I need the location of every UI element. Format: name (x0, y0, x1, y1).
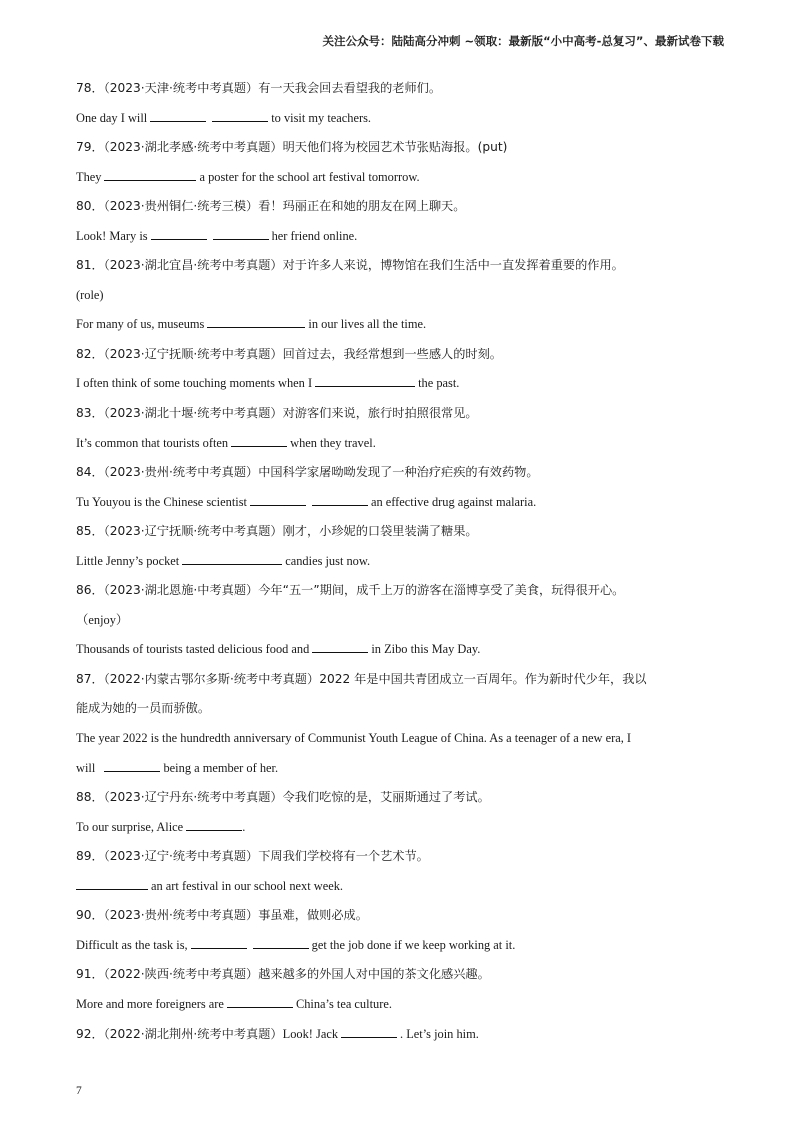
answer-blank[interactable] (213, 227, 269, 240)
answer-blank[interactable] (312, 640, 368, 653)
answer-blank[interactable] (250, 493, 306, 506)
question-87-sentence-line1: The year 2022 is the hundredth anniversary of Communist Youth League of China. As a teenager of a new era, I (76, 731, 632, 746)
question-85-sentence: Little Jenny’s pocket candies just now. (76, 553, 371, 568)
answer-blank[interactable] (227, 995, 293, 1008)
answer-blank[interactable] (191, 936, 247, 949)
question-92-prompt: 92．（2022·湖北荆州·统考中考真题）Look! Jack . Let’s join him. (76, 1026, 479, 1041)
question-87-prompt-cont: 能成为她的一员而骄傲。 (76, 701, 211, 716)
page-number: 7 (76, 1085, 82, 1097)
question-84-prompt: 84．（2023·贵州·统考中考真题）中国科学家屠呦呦发现了一种治疗疟疾的有效药物。 (76, 465, 539, 480)
answer-blank[interactable] (231, 434, 287, 447)
question-86-prompt: 86．（2023·湖北恩施·中考真题）今年“五一”期间，成千上万的游客在淄博享受了美食，玩得很开心。 (76, 583, 625, 598)
question-78-prompt: 78．（2023·天津·统考中考真题）有一天我会回去看望我的老师们。 (76, 81, 442, 95)
page-header: 关注公众号：陆陆高分冲刺 ~领取：最新版“小中高考-总复习”、最新试卷下载 (322, 34, 724, 48)
answer-blank[interactable] (104, 759, 160, 772)
question-79-sentence: They a poster for the school art festival tomorrow. (76, 169, 420, 184)
answer-blank[interactable] (312, 493, 368, 506)
question-91-sentence: More and more foreigners are China’s tea culture. (76, 996, 392, 1011)
answer-blank[interactable] (182, 552, 282, 565)
question-83-prompt: 83．（2023·湖北十堰·统考中考真题）对游客们来说，旅行时拍照很常见。 (76, 406, 478, 421)
answer-blank[interactable] (150, 109, 206, 122)
question-81-sentence: For many of us, museums in our lives all the time. (76, 317, 427, 332)
question-83-sentence: It’s common that tourists often when they travel. (76, 435, 376, 450)
answer-blank[interactable] (341, 1025, 397, 1038)
answer-blank[interactable] (76, 877, 148, 890)
question-80-prompt: 80．（2023·贵州铜仁·统考三模）看！玛丽正在和她的朋友在网上聊天。 (76, 199, 466, 214)
question-89-prompt: 89．（2023·辽宁·统考中考真题）下周我们学校将有一个艺术节。 (76, 849, 429, 864)
question-85-prompt: 85．（2023·辽宁抚顺·统考中考真题）刚才，小珍妮的口袋里装满了糖果。 (76, 524, 478, 539)
question-88-prompt: 88．（2023·辽宁丹东·统考中考真题）令我们吃惊的是，艾丽斯通过了考试。 (76, 790, 490, 805)
question-79-prompt: 79．（2023·湖北孝感·统考中考真题）明天他们将为校园艺术节张贴海报。(put) (76, 140, 508, 155)
question-82-prompt: 82．（2023·辽宁抚顺·统考中考真题）回首过去，我经常想到一些感人的时刻。 (76, 346, 502, 361)
question-89-sentence: an art festival in our school next week. (76, 872, 726, 902)
answer-blank[interactable] (253, 936, 309, 949)
question-90-sentence: Difficult as the task is, get the job done if we keep working at it. (76, 937, 516, 952)
question-86-hint: （enjoy） (76, 612, 129, 627)
question-87-prompt: 87．（2022·内蒙古鄂尔多斯·统考中考真题）2022 年是中国共青团成立一百周年。作为新时代少年，我以 (76, 671, 647, 686)
question-84-sentence: Tu Youyou is the Chinese scientist an effective drug against malaria. (76, 494, 537, 509)
question-80-sentence: Look! Mary is her friend online. (76, 228, 358, 243)
question-91-prompt: 91．（2022·陕西·统考中考真题）越来越多的外国人对中国的茶文化感兴趣。 (76, 967, 490, 982)
question-78-sentence: One day I will to visit my teachers. (76, 110, 372, 125)
answer-blank[interactable] (104, 168, 196, 181)
question-81-hint: (role) (76, 287, 104, 302)
question-87-sentence-line2: will being a member of her. (76, 760, 279, 775)
question-list (76, 74, 726, 1049)
answer-blank[interactable] (315, 374, 415, 387)
question-81-prompt: 81．（2023·湖北宜昌·统考中考真题）对于许多人来说，博物馆在我们生活中一直发挥着重要的作用。 (76, 258, 624, 273)
answer-blank[interactable] (151, 227, 207, 240)
question-86-sentence: Thousands of tourists tasted delicious food and in Zibo this May Day. (76, 642, 481, 657)
answer-blank[interactable] (186, 818, 242, 831)
answer-blank[interactable] (207, 315, 305, 328)
question-90-prompt: 90．（2023·贵州·统考中考真题）事虽难，做则必成。 (76, 908, 368, 923)
answer-blank[interactable] (212, 109, 268, 122)
question-88-sentence: To our surprise, Alice . (76, 819, 246, 834)
question-82-sentence: I often think of some touching moments when I the past. (76, 376, 460, 391)
